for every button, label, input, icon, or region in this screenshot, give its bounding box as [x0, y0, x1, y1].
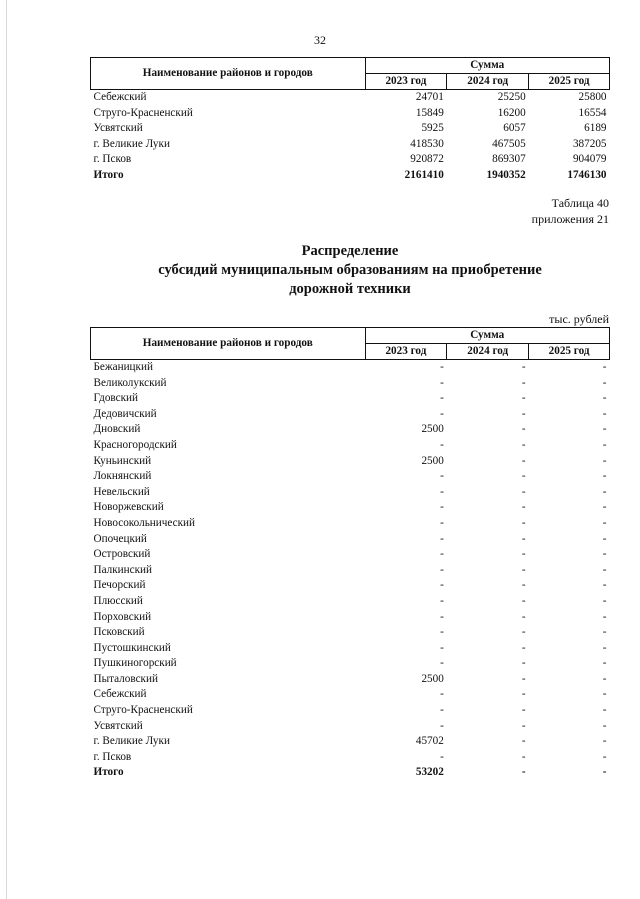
- value-2025: -: [602, 610, 607, 623]
- row-name: Красногородский: [93, 438, 177, 451]
- header-year-2023: 2023 год: [365, 74, 447, 90]
- value-2025: 6189: [584, 122, 607, 135]
- table-row: [91, 407, 610, 423]
- row-name: Пыталовский: [93, 672, 158, 685]
- header-name-column: Наименование районов и городов: [91, 58, 366, 90]
- value-2024: -: [521, 548, 526, 561]
- value-2023: -: [440, 641, 444, 654]
- value-2023: 2500: [421, 454, 444, 467]
- table-row: [91, 641, 610, 657]
- value-2025: -: [602, 688, 607, 701]
- header-year-2023: 2023 год: [365, 344, 447, 360]
- table-total-row: [91, 765, 610, 781]
- value-2023: 24701: [415, 91, 444, 103]
- value-2025: -: [602, 485, 607, 498]
- value-2024: 467505: [492, 137, 526, 150]
- value-2023: -: [440, 719, 444, 732]
- row-name: Плюсский: [93, 594, 143, 607]
- table-row: [91, 360, 610, 376]
- value-2023: 2500: [421, 672, 444, 685]
- value-2023: -: [440, 579, 444, 592]
- value-2023: 2161410: [404, 168, 444, 181]
- table-row: [91, 703, 610, 719]
- page-number: 32: [314, 33, 326, 47]
- value-2023: -: [440, 516, 444, 529]
- row-name: Струго-Красненский: [93, 704, 193, 717]
- value-2023: -: [440, 563, 444, 576]
- value-2023: -: [440, 704, 444, 717]
- row-name: г. Псков: [93, 153, 132, 166]
- table2-body: [91, 360, 610, 782]
- value-2024: -: [521, 376, 526, 389]
- value-2025: -: [602, 376, 607, 389]
- value-2025: 25800: [578, 91, 607, 103]
- value-2024: 25250: [497, 91, 526, 103]
- row-name: г. Великие Луки: [93, 137, 170, 150]
- table-row: [91, 672, 610, 688]
- value-2024: -: [521, 719, 526, 732]
- row-name: Себежский: [93, 688, 147, 701]
- title-line-1: Распределение: [301, 243, 399, 259]
- value-2025: 16554: [578, 106, 607, 119]
- table-row: [91, 152, 610, 168]
- table-row: [91, 656, 610, 672]
- header-year-2024: 2024 год: [447, 344, 529, 360]
- value-2024: -: [521, 563, 526, 576]
- value-2025: -: [602, 750, 607, 763]
- table-number-label: Таблица 40: [551, 196, 609, 210]
- value-2024: 869307: [492, 153, 526, 166]
- table-row: [91, 594, 610, 610]
- value-2023: 15849: [415, 106, 444, 119]
- row-name: Печорский: [93, 579, 146, 592]
- table-row: [91, 500, 610, 516]
- title-line-3: дорожной техники: [289, 281, 411, 297]
- value-2025: -: [602, 470, 607, 483]
- row-name: Итого: [93, 766, 124, 779]
- value-2024: -: [521, 532, 526, 545]
- row-name: Великолукский: [93, 376, 167, 389]
- value-2024: -: [521, 688, 526, 701]
- value-2023: -: [440, 485, 444, 498]
- row-name: г. Великие Луки: [93, 735, 170, 748]
- value-2023: 5925: [421, 122, 444, 135]
- table-subsidies-continued: [90, 57, 610, 184]
- value-2025: -: [602, 735, 607, 748]
- value-2025: -: [602, 657, 607, 670]
- value-2023: -: [440, 750, 444, 763]
- value-2023: -: [440, 548, 444, 561]
- value-2023: 920872: [410, 153, 444, 166]
- header-name-column: Наименование районов и городов: [91, 328, 366, 360]
- scan-edge: [6, 0, 7, 899]
- table-row: [91, 516, 610, 532]
- value-2024: -: [521, 361, 526, 373]
- row-name: Пушкиногорский: [93, 657, 177, 670]
- row-name: Усвятский: [93, 719, 143, 732]
- table-row: [91, 454, 610, 470]
- table-row: [91, 687, 610, 703]
- value-2025: -: [602, 672, 607, 685]
- value-2025: -: [602, 719, 607, 732]
- row-name: Гдовский: [93, 392, 139, 405]
- value-2024: -: [521, 407, 526, 420]
- table-row: [91, 121, 610, 137]
- table-row: [91, 719, 610, 735]
- value-2025: -: [602, 579, 607, 592]
- table-row: [91, 391, 610, 407]
- value-2025: -: [602, 532, 607, 545]
- table-total-row: [91, 168, 610, 184]
- row-name: г. Псков: [93, 750, 132, 763]
- value-2025: 387205: [572, 137, 607, 150]
- value-2025: -: [602, 392, 607, 405]
- value-2023: -: [440, 392, 444, 405]
- value-2025: -: [602, 361, 607, 373]
- table-row: [91, 90, 610, 106]
- row-name: Опочецкий: [93, 532, 147, 545]
- row-name: Палкинский: [93, 563, 153, 576]
- value-2025: -: [602, 626, 607, 639]
- value-2024: -: [521, 735, 526, 748]
- units-label: тыс. рублей: [549, 312, 609, 326]
- value-2024: -: [521, 610, 526, 623]
- value-2024: -: [521, 470, 526, 483]
- row-name: Псковский: [93, 626, 145, 639]
- row-name: Новоржевский: [93, 501, 164, 514]
- value-2023: 53202: [415, 766, 444, 779]
- table-row: [91, 750, 610, 766]
- table-row: [91, 610, 610, 626]
- table-row: [91, 106, 610, 122]
- row-name: Бежаницкий: [93, 361, 153, 373]
- table-row: [91, 734, 610, 750]
- value-2024: -: [521, 392, 526, 405]
- value-2024: -: [521, 766, 526, 779]
- value-2024: -: [521, 438, 526, 451]
- value-2023: -: [440, 626, 444, 639]
- title-line-2: субсидий муниципальным образованиям на приобретение: [158, 262, 542, 278]
- table-row: [91, 137, 610, 153]
- value-2025: -: [602, 407, 607, 420]
- value-2024: 1940352: [486, 168, 526, 181]
- value-2024: -: [521, 657, 526, 670]
- row-name: Пустошкинский: [93, 641, 171, 654]
- table-row: [91, 376, 610, 392]
- value-2023: -: [440, 376, 444, 389]
- document-title: [0, 242, 640, 299]
- value-2023: -: [440, 470, 444, 483]
- row-name: Невельский: [93, 485, 150, 498]
- row-name: Дновский: [93, 423, 141, 436]
- value-2023: 418530: [410, 137, 444, 150]
- header-year-2025: 2025 год: [529, 74, 610, 90]
- value-2024: -: [521, 423, 526, 436]
- value-2025: -: [602, 454, 607, 467]
- value-2025: -: [602, 704, 607, 717]
- row-name: Локнянский: [93, 470, 152, 483]
- row-name: Себежский: [93, 91, 147, 103]
- value-2025: 904079: [572, 153, 607, 166]
- value-2023: -: [440, 657, 444, 670]
- value-2025: -: [602, 548, 607, 561]
- table-row: [91, 625, 610, 641]
- value-2023: -: [440, 610, 444, 623]
- value-2025: -: [602, 423, 607, 436]
- header-year-2025: 2025 год: [529, 344, 610, 360]
- table-row: [91, 532, 610, 548]
- value-2025: -: [602, 766, 607, 779]
- table-row: [91, 578, 610, 594]
- value-2024: -: [521, 626, 526, 639]
- row-name: Новосокольнический: [93, 516, 196, 529]
- value-2023: -: [440, 361, 444, 373]
- value-2024: -: [521, 704, 526, 717]
- row-name: Струго-Красненский: [93, 106, 193, 119]
- value-2025: -: [602, 438, 607, 451]
- table-caption: [532, 195, 609, 227]
- row-name: Дедовичский: [93, 407, 157, 420]
- table-row: [91, 563, 610, 579]
- value-2024: -: [521, 750, 526, 763]
- value-2023: -: [440, 501, 444, 514]
- table1-body: [91, 90, 610, 184]
- value-2024: -: [521, 594, 526, 607]
- value-2024: 6057: [503, 122, 526, 135]
- value-2025: -: [602, 594, 607, 607]
- value-2023: -: [440, 438, 444, 451]
- value-2024: -: [521, 579, 526, 592]
- appendix-label: приложения 21: [531, 212, 609, 226]
- row-name: Островский: [93, 548, 151, 561]
- table-row: [91, 485, 610, 501]
- row-name: Усвятский: [93, 122, 143, 135]
- value-2023: 2500: [421, 423, 444, 436]
- table-row: [91, 422, 610, 438]
- row-name: Порховский: [93, 610, 152, 623]
- header-year-2024: 2024 год: [447, 74, 529, 90]
- value-2024: -: [521, 516, 526, 529]
- header-sum: Сумма: [365, 328, 610, 344]
- value-2024: -: [521, 454, 526, 467]
- value-2025: -: [602, 563, 607, 576]
- value-2024: 16200: [497, 106, 526, 119]
- value-2024: -: [521, 485, 526, 498]
- header-sum: Сумма: [365, 58, 610, 74]
- value-2023: 45702: [415, 735, 444, 748]
- table-row: [91, 469, 610, 485]
- value-2024: -: [521, 641, 526, 654]
- value-2025: -: [602, 501, 607, 514]
- value-2025: -: [602, 641, 607, 654]
- table-row: [91, 438, 610, 454]
- value-2024: -: [521, 501, 526, 514]
- row-name: Куньинский: [93, 454, 152, 467]
- table-road-equipment-subsidies: [90, 327, 610, 781]
- row-name: Итого: [93, 168, 124, 181]
- value-2023: -: [440, 688, 444, 701]
- value-2023: -: [440, 594, 444, 607]
- value-2024: -: [521, 672, 526, 685]
- value-2025: 1746130: [567, 168, 607, 181]
- value-2023: -: [440, 407, 444, 420]
- value-2025: -: [602, 516, 607, 529]
- table-row: [91, 547, 610, 563]
- value-2023: -: [440, 532, 444, 545]
